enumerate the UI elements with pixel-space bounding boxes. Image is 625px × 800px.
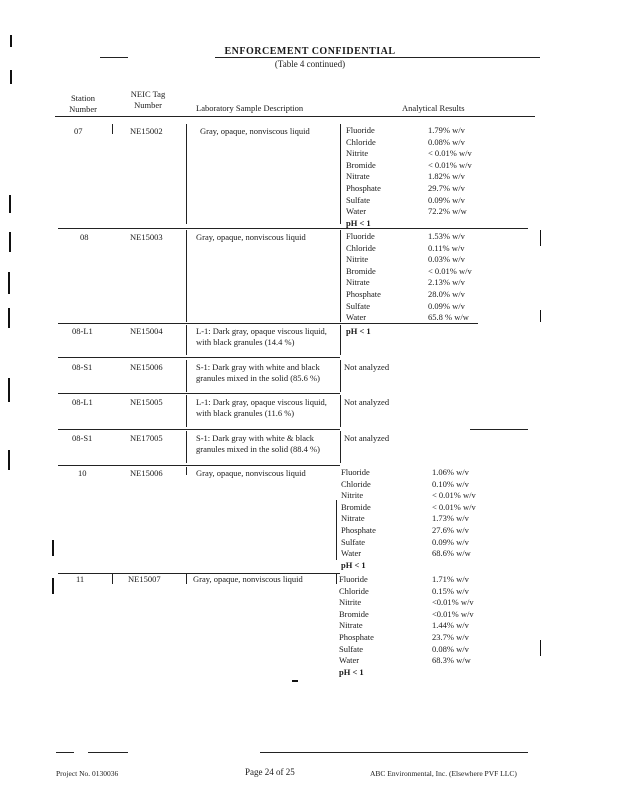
document-subtitle: (Table 4 continued) <box>274 59 346 69</box>
cell-divider <box>186 360 187 392</box>
not-analyzed-label: Not analyzed <box>344 362 390 372</box>
cell-divider <box>336 574 337 584</box>
document-title: ENFORCEMENT CONFIDENTIAL <box>224 46 396 57</box>
row-divider <box>58 228 528 229</box>
sample-description: Gray, opaque, nonviscous liquid <box>196 468 306 478</box>
station-number: 08 <box>80 232 89 242</box>
tag-number: NE15002 <box>130 126 163 136</box>
station-number: 08-S1 <box>72 362 93 372</box>
scan-mark <box>10 70 12 84</box>
scan-mark <box>292 680 298 682</box>
row-divider <box>58 323 478 324</box>
sample-description: L-1: Dark gray, opaque viscous liquid, with black granules (11.6 %) <box>196 397 327 418</box>
result-values: 1.71% w/v 0.15% w/v <0.01% w/v <0.01% w/v 1.44% w/v 23.7% w/v 0.08% w/v 68.3% w/w <box>432 574 474 666</box>
row-divider-right <box>470 429 528 430</box>
cell-divider <box>186 230 187 322</box>
analyte-list: Fluoride Chloride Nitrite Bromide Nitrate Phosphate Sulfate Water <box>346 231 381 323</box>
analyte-ph: pH < 1 <box>346 326 371 336</box>
scan-mark <box>540 640 541 656</box>
cell-divider <box>112 124 113 134</box>
sample-description: Gray, opaque, nonviscous liquid <box>196 232 306 242</box>
scan-mark <box>9 195 11 213</box>
scan-mark <box>8 378 10 402</box>
analyte-list: Fluoride Chloride Nitrite Bromide Nitrate Phosphate Sulfate Water pH < 1 <box>341 467 376 570</box>
cell-divider <box>186 574 187 584</box>
analyte-list: Fluoride Chloride Nitrite Bromide Nitrate Phosphate Sulfate Water pH < 1 <box>346 125 381 228</box>
station-number: 08-L1 <box>72 326 93 336</box>
result-values: 1.06% w/v 0.10% w/v < 0.01% w/v < 0.01% w/v 1.73% w/v 27.6% w/v 0.09% w/v 68.6% w/w <box>432 467 476 559</box>
cell-divider <box>112 574 113 584</box>
station-number: 08-S1 <box>72 433 93 443</box>
cell-divider <box>186 467 187 475</box>
row-divider <box>58 357 340 358</box>
result-values: 1.53% w/v 0.11% w/v 0.03% w/v < 0.01% w/v 2.13% w/v 28.0% w/v 0.09% w/v 65.8 % w/w <box>428 231 472 323</box>
footer-company: ABC Environmental, Inc. (Elsewhere PVF LLC) <box>370 769 517 778</box>
scan-mark <box>8 272 10 294</box>
cell-divider <box>340 360 341 392</box>
tag-number: NE15004 <box>130 326 163 336</box>
cell-divider <box>186 124 187 224</box>
scan-mark <box>540 230 541 246</box>
column-header-description: Laboratory Sample Description <box>196 103 304 113</box>
cell-divider <box>340 325 341 355</box>
cell-divider <box>340 395 341 427</box>
tag-number: NE15005 <box>130 397 163 407</box>
result-values: 1.79% w/v 0.08% w/v < 0.01% w/v < 0.01% w/v 1.82% w/v 29.7% w/v 0.09% w/v 72.2% w/w <box>428 125 472 217</box>
scan-mark <box>10 35 12 47</box>
scan-mark <box>8 450 10 470</box>
scan-mark <box>8 308 10 328</box>
tag-number: NE15006 <box>130 468 163 478</box>
footer-rule <box>260 752 528 753</box>
row-divider <box>58 465 340 466</box>
column-header-tag: NEIC Tag Number <box>130 89 166 110</box>
cell-divider <box>186 325 187 355</box>
scan-mark <box>540 310 541 322</box>
tag-number: NE15003 <box>130 232 163 242</box>
not-analyzed-label: Not analyzed <box>344 433 390 443</box>
sample-description: Gray, opaque, nonviscous liquid <box>200 126 310 136</box>
sample-description: S-1: Dark gray with white & black granules mixed in the solid (88.4 %) <box>196 433 320 454</box>
not-analyzed-label: Not analyzed <box>344 397 390 407</box>
tag-number: NE15007 <box>128 574 161 584</box>
header-underline <box>55 116 535 117</box>
sample-description: Gray, opaque, nonviscous liquid <box>193 574 303 584</box>
row-divider <box>58 429 340 430</box>
footer-rule <box>56 752 74 753</box>
cell-divider <box>340 124 341 224</box>
cell-divider <box>186 431 187 463</box>
column-header-results: Analytical Results <box>402 103 465 113</box>
analyte-list: Fluoride Chloride Nitrite Bromide Nitrate Phosphate Sulfate Water pH < 1 <box>339 574 374 677</box>
cell-divider <box>186 395 187 427</box>
footer-rule <box>88 752 128 753</box>
tag-number: NE15006 <box>130 362 163 372</box>
cell-divider <box>336 500 337 560</box>
sample-description: S-1: Dark gray with white and black granules mixed in the solid (85.6 %) <box>196 362 320 383</box>
scan-mark <box>52 540 54 556</box>
station-number: 08-L1 <box>72 397 93 407</box>
scan-mark <box>9 232 11 252</box>
tag-number: NE17005 <box>130 433 163 443</box>
title-rule-left <box>100 57 128 58</box>
footer-page-number: Page 24 of 25 <box>245 767 295 777</box>
cell-divider <box>340 431 341 463</box>
title-rule <box>215 57 540 58</box>
scan-mark <box>52 578 54 594</box>
footer-project: Project No. 0130036 <box>56 769 119 778</box>
sample-description: L-1: Dark gray, opaque viscous liquid, with black granules (14.4 %) <box>196 326 327 347</box>
cell-divider <box>340 230 341 322</box>
station-number: 10 <box>78 468 87 478</box>
row-divider <box>58 393 340 394</box>
station-number: 07 <box>74 126 83 136</box>
column-header-station: Station Number <box>69 93 97 114</box>
station-number: 11 <box>76 574 85 584</box>
